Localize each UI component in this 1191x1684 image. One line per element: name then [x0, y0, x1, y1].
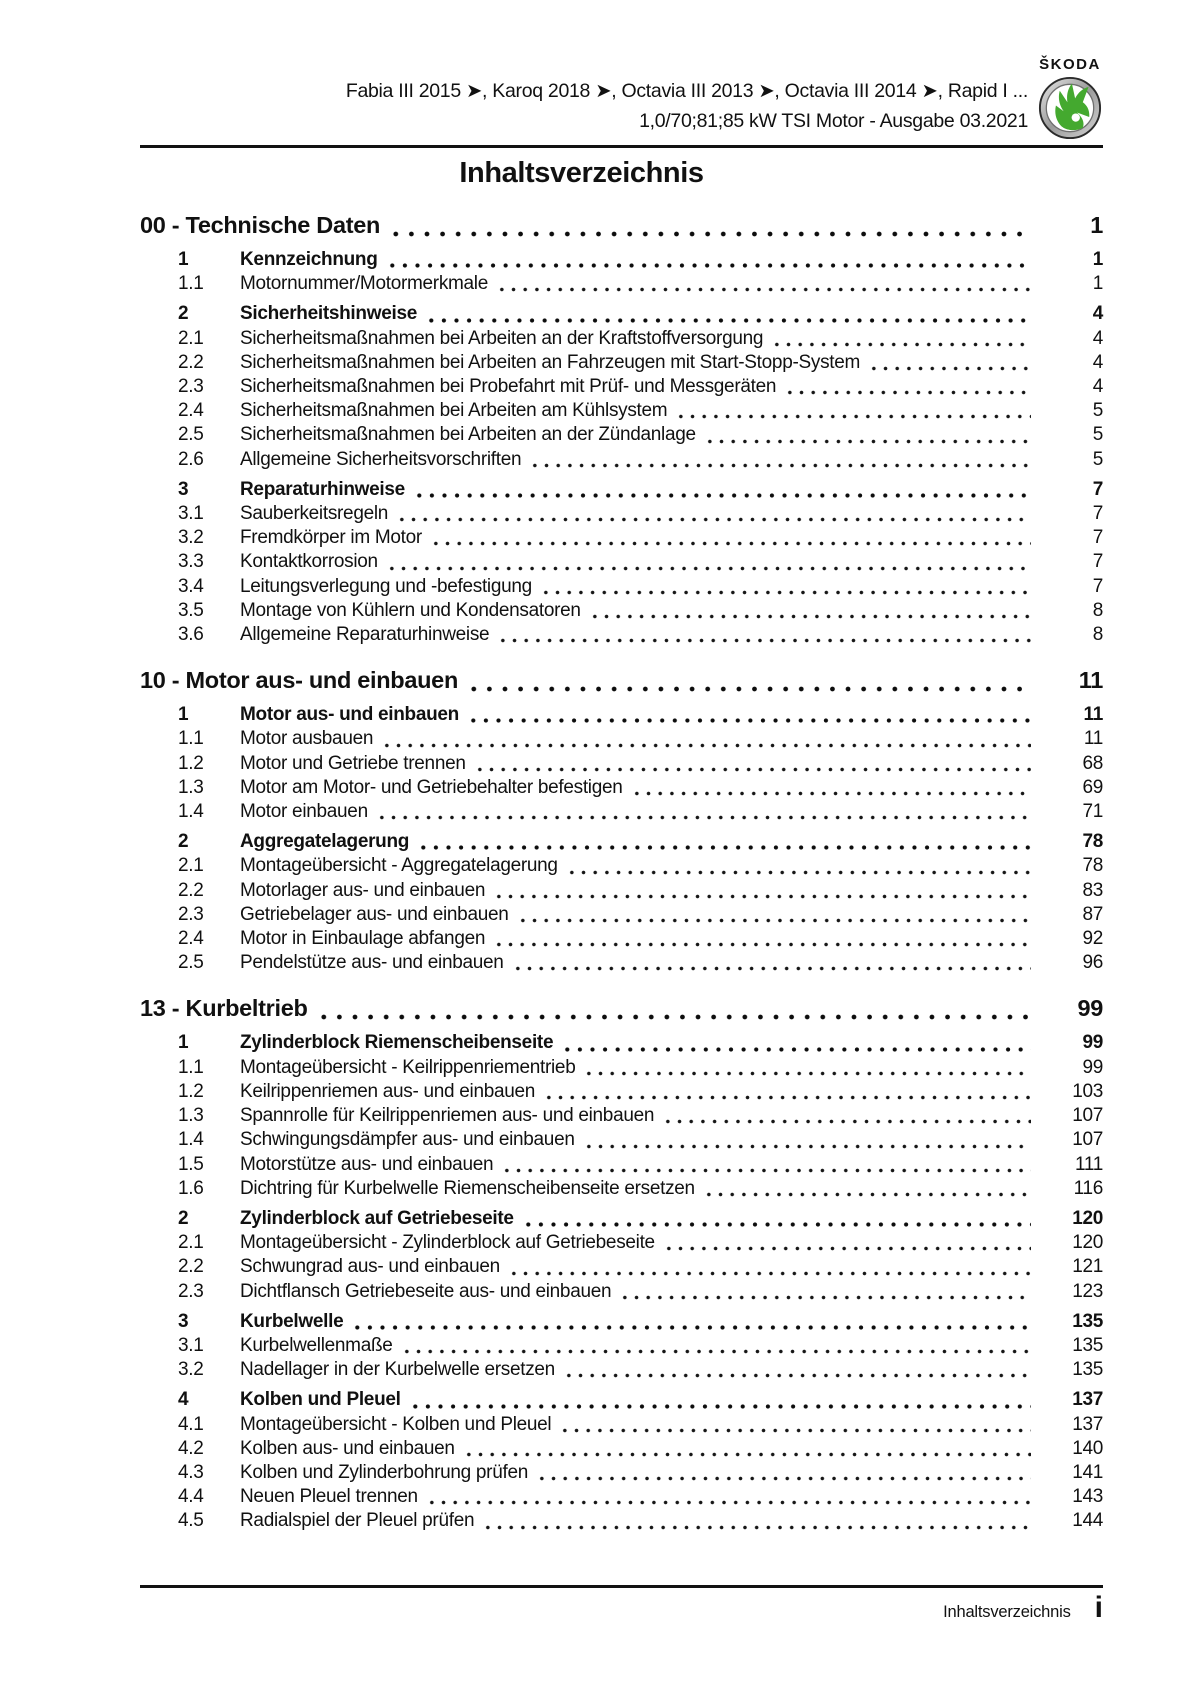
entry-title: Zylinderblock Riemenscheibenseite [240, 1032, 554, 1054]
toc-entry-row [140, 1334, 1103, 1358]
dot-leader [430, 541, 1031, 546]
entry-number: 2.5 [178, 952, 204, 974]
entry-page-number: 68 [1082, 752, 1103, 774]
entry-page-number: 144 [1072, 1510, 1103, 1532]
entry-page-number: 107 [1072, 1105, 1103, 1127]
dot-leader [771, 342, 1031, 347]
toc-entry-row [140, 1358, 1103, 1382]
dot-leader [868, 366, 1031, 371]
entry-page-number: 96 [1082, 952, 1103, 974]
toc-entry-row [140, 1056, 1103, 1080]
entry-number: 2.1 [178, 1232, 204, 1254]
toc-entry-row [140, 1388, 1103, 1412]
toc-entry-row [140, 776, 1103, 800]
entry-number: 2.3 [178, 376, 204, 398]
dot-leader [662, 1119, 1031, 1124]
chapter-page-number: 11 [1078, 667, 1103, 694]
dot-leader [482, 1525, 1031, 1530]
entry-title: Motor einbauen [240, 801, 368, 823]
entry-page-number: 141 [1072, 1461, 1103, 1483]
dot-leader [386, 263, 1031, 268]
entry-page-number: 111 [1075, 1153, 1103, 1175]
entry-number: 2.3 [178, 903, 204, 925]
toc-entry-row [140, 879, 1103, 903]
toc-entry-row [140, 951, 1103, 975]
entry-page-number: 1 [1092, 249, 1103, 270]
header-models-line: Fabia III 2015 ➤, Karoq 2018 ➤, Octavia III 2013 ➤, Octavia III 2014 ➤, Rapid I ... [345, 80, 1028, 102]
toc-entry-row [140, 302, 1103, 326]
entry-number: 3.2 [178, 527, 204, 549]
dot-leader [704, 439, 1031, 444]
entry-page-number: 116 [1073, 1177, 1103, 1199]
toc-entry-row [140, 623, 1103, 647]
entry-number: 1.3 [178, 776, 204, 798]
entry-page-number: 5 [1092, 424, 1103, 446]
dot-leader [417, 845, 1031, 850]
entry-number: 3.5 [178, 599, 204, 621]
skoda-logo [1031, 56, 1109, 140]
entry-page-number: 1 [1092, 273, 1103, 295]
dot-leader [376, 815, 1031, 820]
entry-number: 3.6 [178, 624, 204, 646]
entry-title: Radialspiel der Pleuel prüfen [240, 1510, 475, 1532]
entry-title: Dichtring für Kurbelwelle Riemenscheibenseite ersetzen [240, 1177, 695, 1199]
entry-page-number: 135 [1072, 1359, 1103, 1381]
entry-title: Montage von Kühlern und Kondensatoren [240, 599, 581, 621]
skoda-logo-icon [1038, 76, 1102, 140]
toc-entry-row [140, 1310, 1103, 1334]
dot-leader [663, 1246, 1031, 1251]
dot-leader [589, 614, 1031, 619]
dot-leader [409, 1404, 1031, 1409]
toc-entry-row [140, 351, 1103, 375]
entry-title: Motornummer/Motormerkmale [240, 273, 488, 295]
toc-entry-row [140, 327, 1103, 351]
dot-leader [316, 1014, 1031, 1020]
entry-page-number: 120 [1072, 1207, 1103, 1229]
entry-page-number: 143 [1072, 1486, 1103, 1508]
dot-leader [425, 318, 1031, 323]
entry-page-number: 135 [1072, 1310, 1103, 1332]
entry-number: 2.4 [178, 928, 204, 950]
toc-entry-row [140, 1207, 1103, 1231]
entry-title: Neuen Pleuel trennen [240, 1486, 418, 1508]
entry-title: Sicherheitshinweise [240, 303, 417, 325]
entry-page-number: 87 [1082, 903, 1103, 925]
entry-title: Kurbelwellenmaße [240, 1334, 393, 1356]
page-title: Inhaltsverzeichnis [459, 157, 704, 189]
dot-leader [493, 894, 1031, 899]
dot-leader [474, 767, 1031, 772]
dot-leader [540, 590, 1031, 595]
entry-title: Kolben aus- und einbauen [240, 1437, 455, 1459]
entry-page-number: 4 [1092, 351, 1103, 373]
entry-page-number: 123 [1072, 1280, 1103, 1302]
dot-leader [675, 414, 1031, 419]
entry-page-number: 4 [1092, 376, 1103, 398]
toc-entry-row [140, 599, 1103, 623]
dot-leader [784, 390, 1031, 395]
toc-entry-row [140, 423, 1103, 447]
dot-leader [522, 1222, 1031, 1227]
dot-leader [561, 1047, 1031, 1052]
entry-number: 1.5 [178, 1153, 204, 1175]
entry-title: Kolben und Zylinderbohrung prüfen [240, 1461, 528, 1483]
toc-entry-row [140, 1177, 1103, 1201]
toc-entry-row [140, 903, 1103, 927]
entry-title: Aggregatelagerung [240, 831, 410, 853]
entry-title: Allgemeine Reparaturhinweise [240, 624, 490, 646]
dot-leader [703, 1192, 1031, 1197]
toc-entry-row [140, 1485, 1103, 1509]
entry-title: Pendelstütze aus- und einbauen [240, 952, 504, 974]
entry-title: Sicherheitsmaßnahmen bei Arbeiten an der Zündanlage [240, 424, 696, 446]
entry-title: Sicherheitsmaßnahmen bei Arbeiten am Kühlsystem [240, 400, 668, 422]
dot-leader [512, 966, 1031, 971]
chapter-label: 10 - Motor aus- und einbauen [140, 667, 459, 694]
dot-leader [497, 638, 1031, 643]
toc-entry-row [140, 1153, 1103, 1177]
entry-number: 4.4 [178, 1486, 204, 1508]
toc-entry-row [140, 1413, 1103, 1437]
entry-number: 2.2 [178, 1256, 204, 1278]
toc-entry-row [140, 854, 1103, 878]
toc-entry-row [140, 272, 1103, 296]
entry-page-number: 7 [1092, 551, 1103, 573]
toc-entry-row [140, 375, 1103, 399]
entry-number: 1.4 [178, 1129, 204, 1151]
dot-leader [463, 1452, 1031, 1457]
entry-title: Spannrolle für Keilrippenriemen aus- und einbauen [240, 1105, 655, 1127]
entry-number: 1.1 [178, 728, 204, 750]
toc-chapter-row [140, 663, 1103, 697]
dot-leader [536, 1476, 1031, 1481]
entry-page-number: 140 [1072, 1437, 1103, 1459]
entry-page-number: 78 [1082, 855, 1103, 877]
toc-entry-row [140, 1104, 1103, 1128]
footer-label: Inhaltsverzeichnis [943, 1603, 1071, 1621]
entry-title: Motor am Motor- und Getriebehalter befestigen [240, 776, 623, 798]
toc [140, 208, 1103, 1534]
entry-page-number: 121 [1072, 1256, 1103, 1278]
entry-page-number: 7 [1092, 575, 1103, 597]
entry-number: 4 [178, 1389, 189, 1411]
entry-title: Motorstütze aus- und einbauen [240, 1153, 494, 1175]
toc-entry-row [140, 502, 1103, 526]
entry-number: 2.5 [178, 424, 204, 446]
entry-page-number: 5 [1092, 400, 1103, 422]
entry-title: Sicherheitsmaßnahmen bei Arbeiten an Fahrzeugen mit Start-Stopp-System [240, 351, 861, 373]
toc-entry-row [140, 1280, 1103, 1304]
entry-title: Zylinderblock auf Getriebeseite [240, 1207, 514, 1229]
dot-leader [543, 1095, 1031, 1100]
entry-page-number: 99 [1082, 1032, 1103, 1054]
entry-number: 3.3 [178, 551, 204, 573]
toc-entry-row [140, 1437, 1103, 1461]
entry-title: Keilrippenriemen aus- und einbauen [240, 1080, 536, 1102]
chapter-label: 00 - Technische Daten [140, 212, 381, 238]
toc-entry-row [140, 550, 1103, 574]
chapter-page-number: 1 [1090, 212, 1103, 238]
entry-title: Montageübersicht - Zylinderblock auf Getriebeseite [240, 1232, 655, 1254]
dot-leader [583, 1071, 1031, 1076]
entry-title: Motor ausbauen [240, 728, 374, 750]
entry-number: 1 [178, 1032, 189, 1054]
entry-number: 1.2 [178, 1080, 204, 1102]
toc-entry-row [140, 830, 1103, 854]
toc-entry-row [140, 752, 1103, 776]
entry-number: 2.1 [178, 855, 204, 877]
entry-number: 2 [178, 1207, 189, 1229]
dot-leader [426, 1500, 1031, 1505]
entry-page-number: 7 [1092, 478, 1103, 500]
dot-leader [529, 463, 1031, 468]
entry-title: Sauberkeitsregeln [240, 503, 389, 525]
dot-leader [396, 517, 1031, 522]
chapter-label: 13 - Kurbeltrieb [140, 995, 308, 1022]
toc-chapter-row [140, 991, 1103, 1025]
entry-page-number: 8 [1092, 624, 1103, 646]
dot-leader [386, 566, 1031, 571]
toc-entry-row [140, 1461, 1103, 1485]
entry-page-number: 11 [1083, 704, 1103, 726]
toc-entry-row [140, 1080, 1103, 1104]
toc-entry-row [140, 448, 1103, 472]
entry-page-number: 7 [1092, 503, 1103, 525]
toc-entry-row [140, 526, 1103, 550]
entry-page-number: 5 [1092, 448, 1103, 470]
entry-page-number: 92 [1082, 928, 1103, 950]
entry-title: Nadellager in der Kurbelwelle ersetzen [240, 1359, 555, 1381]
entry-number: 1.1 [178, 273, 204, 295]
footer [140, 1593, 1103, 1623]
entry-number: 3 [178, 478, 189, 500]
entry-page-number: 8 [1092, 599, 1103, 621]
entry-title: Kontaktkorrosion [240, 551, 378, 573]
entry-number: 4.2 [178, 1437, 204, 1459]
toc-entry-row [140, 727, 1103, 751]
entry-title: Sicherheitsmaßnahmen bei Arbeiten an der Kraftstoffversorgung [240, 327, 764, 349]
dot-leader [501, 1168, 1031, 1173]
entry-number: 2 [178, 303, 189, 325]
entry-number: 1.3 [178, 1105, 204, 1127]
toc-entry-row [140, 248, 1103, 272]
toc-entry-row [140, 399, 1103, 423]
toc-entry-row [140, 703, 1103, 727]
toc-chapter-row [140, 208, 1103, 242]
dot-leader [401, 1349, 1031, 1354]
entry-number: 1.4 [178, 801, 204, 823]
entry-title: Motor aus- und einbauen [240, 704, 459, 726]
entry-title: Montageübersicht - Keilrippenriementrieb [240, 1056, 576, 1078]
entry-number: 1 [178, 249, 189, 270]
dot-leader [619, 1295, 1031, 1300]
dot-leader [566, 870, 1031, 875]
entry-title: Kolben und Pleuel [240, 1389, 401, 1411]
toc-entry-row [140, 800, 1103, 824]
dot-leader [559, 1428, 1031, 1433]
toc-entry-row [140, 1509, 1103, 1533]
entry-number: 2.3 [178, 1280, 204, 1302]
dot-leader [388, 231, 1031, 237]
entry-number: 2 [178, 831, 189, 853]
dot-leader [517, 918, 1031, 923]
entry-number: 3.1 [178, 1334, 204, 1356]
entry-number: 3.1 [178, 503, 204, 525]
entry-number: 3.2 [178, 1359, 204, 1381]
entry-page-number: 78 [1082, 831, 1103, 853]
dot-leader [466, 686, 1031, 692]
dot-leader [631, 791, 1031, 796]
entry-title: Motor in Einbaulage abfangen [240, 928, 486, 950]
toc-entry-row [140, 1128, 1103, 1152]
entry-number: 2.4 [178, 400, 204, 422]
entry-number: 3.4 [178, 575, 204, 597]
entry-title: Allgemeine Sicherheitsvorschriften [240, 448, 522, 470]
entry-page-number: 11 [1083, 728, 1103, 750]
entry-title: Kennzeichnung [240, 249, 378, 270]
dot-leader [467, 718, 1031, 723]
entry-title: Kurbelwelle [240, 1310, 344, 1332]
entry-number: 1.6 [178, 1177, 204, 1199]
dot-leader [508, 1271, 1031, 1276]
entry-page-number: 107 [1072, 1129, 1103, 1151]
entry-page-number: 69 [1082, 776, 1103, 798]
entry-number: 4.5 [178, 1510, 204, 1532]
entry-number: 2.1 [178, 327, 204, 349]
entry-title: Reparaturhinweise [240, 478, 405, 500]
entry-title: Fremdkörper im Motor [240, 527, 422, 549]
header-text-block [140, 76, 1028, 136]
toc-entry-row [140, 1255, 1103, 1279]
main-content [140, 150, 1103, 1534]
entry-number: 2.2 [178, 351, 204, 373]
entry-number: 2.6 [178, 448, 204, 470]
header-divider [140, 145, 1103, 148]
entry-number: 1.2 [178, 752, 204, 774]
entry-number: 3 [178, 1310, 189, 1332]
toc-entry-row [140, 478, 1103, 502]
dot-leader [496, 287, 1031, 292]
footer-divider [140, 1585, 1103, 1588]
dot-leader [563, 1373, 1031, 1378]
entry-title: Motorlager aus- und einbauen [240, 879, 486, 901]
entry-title: Getriebelager aus- und einbauen [240, 903, 509, 925]
dot-leader [493, 942, 1031, 947]
entry-number: 2.2 [178, 879, 204, 901]
entry-title: Montageübersicht - Aggregatelagerung [240, 855, 558, 877]
entry-number: 1 [178, 704, 189, 726]
entry-title: Dichtflansch Getriebeseite aus- und einbauen [240, 1280, 612, 1302]
entry-title: Schwungrad aus- und einbauen [240, 1256, 500, 1278]
entry-number: 4.3 [178, 1461, 204, 1483]
header-engine-line: 1,0/70;81;85 kW TSI Motor - Ausgabe 03.2021 [639, 110, 1028, 132]
entry-page-number: 4 [1092, 303, 1103, 325]
chapter-page-number: 99 [1077, 995, 1103, 1022]
dot-leader [381, 743, 1031, 748]
toc-entry-row [140, 575, 1103, 599]
entry-title: Montageübersicht - Kolben und Pleuel [240, 1413, 552, 1435]
dot-leader [351, 1325, 1031, 1330]
toc-entry-row [140, 927, 1103, 951]
entry-number: 1.1 [178, 1056, 204, 1078]
entry-page-number: 120 [1072, 1232, 1103, 1254]
entry-title: Schwingungsdämpfer aus- und einbauen [240, 1129, 575, 1151]
entry-page-number: 4 [1092, 327, 1103, 349]
entry-page-number: 99 [1082, 1056, 1103, 1078]
entry-title: Leitungsverlegung und -befestigung [240, 575, 532, 597]
entry-page-number: 71 [1082, 801, 1103, 823]
dot-leader [583, 1144, 1031, 1149]
skoda-wordmark: ŠKODA [1039, 56, 1101, 73]
dot-leader [413, 493, 1031, 498]
entry-page-number: 7 [1092, 527, 1103, 549]
entry-title: Motor und Getriebe trennen [240, 752, 466, 774]
toc-entry-row [140, 1231, 1103, 1255]
entry-title: Sicherheitsmaßnahmen bei Probefahrt mit Prüf- und Messgeräten [240, 376, 777, 398]
entry-page-number: 137 [1072, 1413, 1103, 1435]
entry-number: 4.1 [178, 1413, 204, 1435]
footer-page-number: i [1094, 1591, 1103, 1624]
entry-page-number: 83 [1082, 879, 1103, 901]
toc-entry-row [140, 1031, 1103, 1055]
entry-page-number: 103 [1072, 1080, 1103, 1102]
entry-page-number: 137 [1072, 1389, 1103, 1411]
entry-page-number: 135 [1072, 1334, 1103, 1356]
